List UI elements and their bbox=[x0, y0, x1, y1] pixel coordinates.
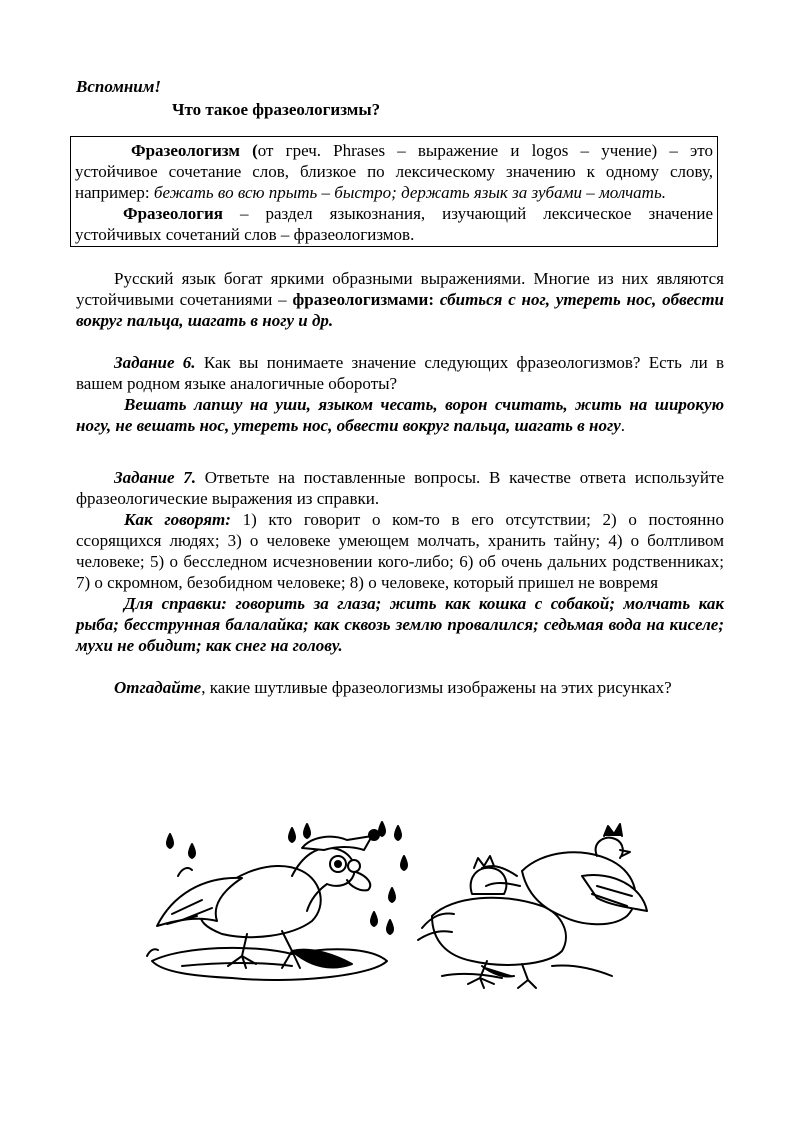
definition-phraseologism-text: от греч. Phrases – выражение и logos – учение) – это устойчивое сочетание слов, близкое по лексическому значению к одному слову, например: bbox=[75, 141, 714, 202]
recall-label: Вспомним! bbox=[76, 77, 161, 96]
task7-reference-paragraph bbox=[76, 593, 724, 656]
task7-label: Задание 7. bbox=[114, 468, 197, 487]
term-phraseologism: Фразеологизм ( bbox=[131, 141, 258, 160]
definition-examples: бежать во всю прыть – быстро; держать язык за зубами – молчать. bbox=[153, 183, 666, 202]
intro-paragraph bbox=[76, 268, 724, 331]
intro-text: Русский язык богат яркими образными выражениями. Многие из них являются устойчивыми сочетаниями – bbox=[76, 269, 724, 309]
intro-examples: сбиться с ног, утереть нос, обвести вокруг пальца, шагать в ногу и др. bbox=[76, 290, 724, 330]
intro-bold: фразеологизмами: bbox=[292, 290, 440, 309]
task6-label: Задание 6. bbox=[114, 353, 196, 372]
guess-text: , какие шутливые фразеологизмы изображены на этих рисунках? bbox=[201, 678, 672, 697]
task6-phrases-paragraph bbox=[76, 394, 724, 436]
wet-goose-drawing bbox=[147, 822, 407, 980]
definition-phraseology-text: – раздел языкознания, изучающий лексическое значение устойчивых сочетаний слов – фразеологизмов. bbox=[75, 204, 713, 244]
task7-instruction: Ответьте на поставленные вопросы. В качестве ответа используйте фразеологические выражения из справки. bbox=[76, 468, 724, 508]
guess-label: Отгадайте bbox=[114, 678, 202, 697]
task6-paragraph bbox=[76, 352, 724, 394]
task7-how-label: Как говорят: bbox=[124, 510, 231, 529]
task7-how-text: 1) кто говорит о ком-то в его отсутствии; 2) о постоянно ссорящихся людях; 3) о человеке умеющем молчать, хранить тайну; 4) о болтливом человеке; 5) о бесследном исчезновении кого-либо; 6) об очень дальних родственниках; 7) о скромном, безобидном человеке; 8) о человеке, который пришел не вовремя bbox=[76, 510, 724, 592]
fighting-roosters-drawing bbox=[418, 824, 647, 988]
document-page bbox=[76, 76, 724, 698]
task6-question: Как вы понимаете значение следующих фразеологизмов? Есть ли в вашем родном языке аналогичные обороты? bbox=[76, 353, 724, 393]
task7-reference: Для справки: говорить за глаза; жить как кошка с собакой; молчать как рыба; бесструнная балалайка; как сквозь землю провалился; седьмая вода на киселе; мухи не обидит; как снег на голову. bbox=[76, 594, 724, 655]
guess-paragraph bbox=[76, 677, 724, 698]
definition-phraseologism bbox=[75, 140, 713, 203]
task7-paragraph bbox=[76, 467, 724, 509]
page-title: Что такое фразеологизмы? bbox=[172, 100, 381, 119]
task6-phrases: Вешать лапшу на уши, языком чесать, ворон считать, жить на широкую ногу, не вешать нос, утереть нос, обвести вокруг пальца, шагать в ногу bbox=[76, 395, 724, 435]
illustrations-canvas bbox=[142, 816, 662, 996]
definition-phraseology bbox=[75, 203, 713, 245]
illustrations bbox=[142, 816, 662, 996]
definition-box bbox=[70, 136, 718, 247]
task6-period: . bbox=[620, 416, 626, 435]
task7-questions-paragraph bbox=[76, 509, 724, 593]
term-phraseology: Фразеология bbox=[123, 204, 223, 223]
